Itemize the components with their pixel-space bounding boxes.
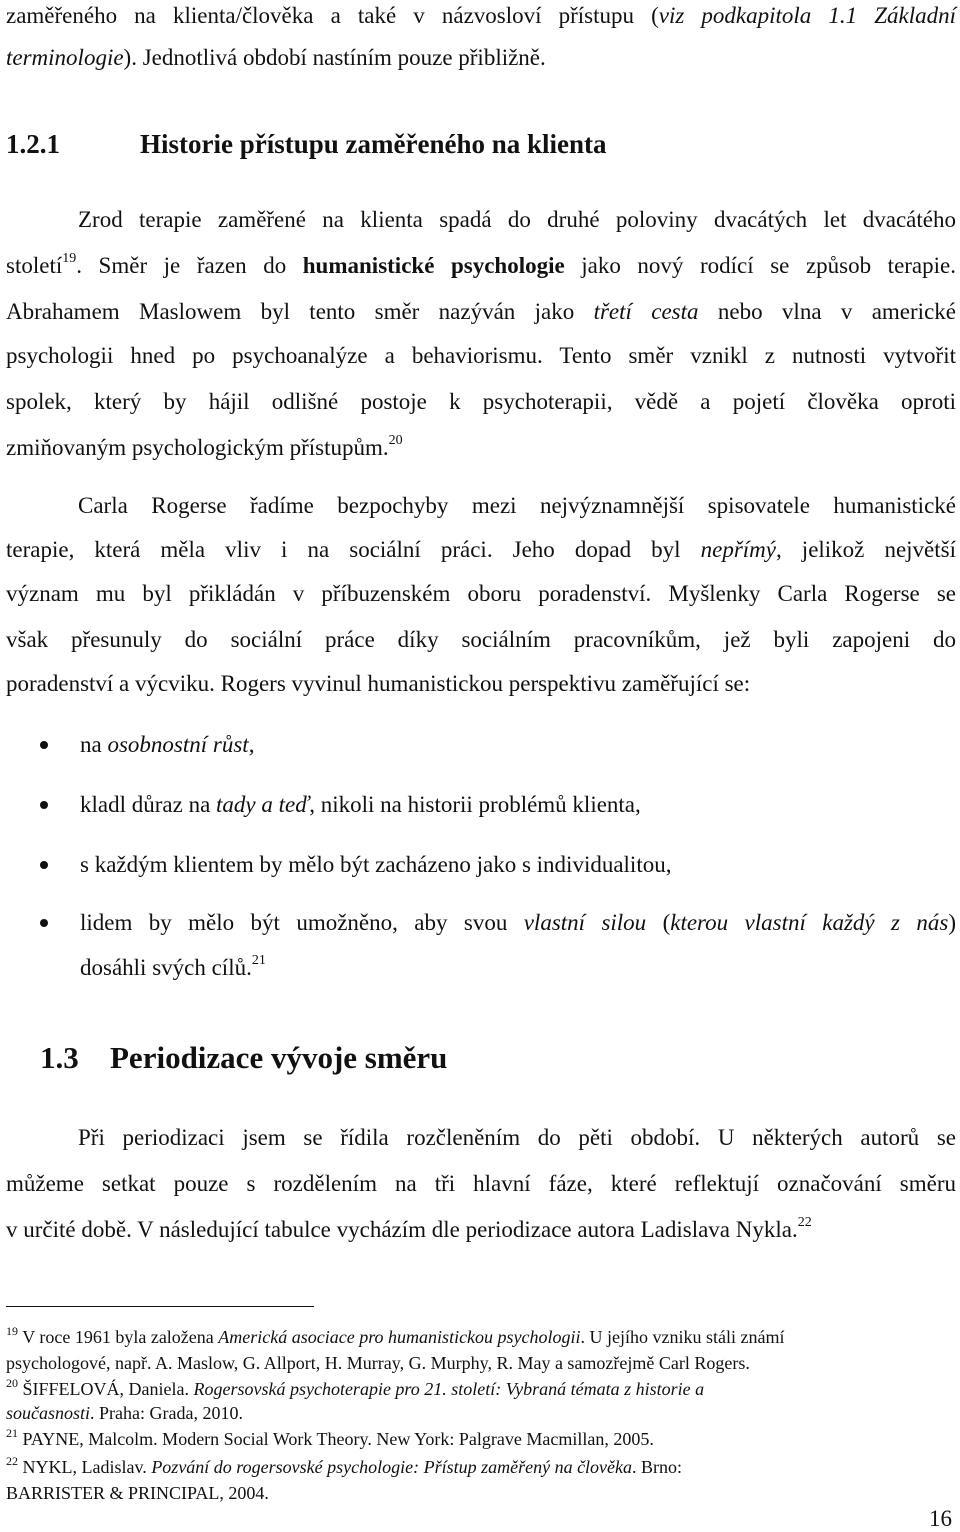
text-line: Při periodizaci jsem se řídila rozčleněním do pěti období. U některých autorů se [78, 1125, 956, 1150]
footnote: $^{22}$ NYKL, Ladislav. Pozvání do rogersovské psychologie: Přístup zaměřený na člověka. Brno: [6, 1454, 683, 1477]
bullet-icon [40, 801, 48, 809]
text-line: Zrod terapie zaměřené na klienta spadá do druhé poloviny dvacátých let dvacátého [78, 207, 956, 232]
footnote-ref[interactable]: 20 [388, 433, 403, 448]
text-line: psychologii hned po psychoanalýze a behaviorismu. Tento směr vznikl z nutnosti vytvořit [6, 343, 956, 368]
text-line: terapie, která měla vliv i na sociální práci. Jeho dopad byl nepřímý, jelikož největší [6, 537, 956, 562]
list-item: na osobnostní růst, [80, 732, 255, 757]
section-number: 1.3 [40, 1040, 79, 1075]
footnote-continuation: současnosti. Praha: Grada, 2010. [6, 1403, 243, 1423]
text-line: terminologie). Jednotlivá období nastíním pouze přibližně. [6, 45, 546, 70]
text-line: poradenství a výcviku. Rogers vyvinul humanistickou perspektivu zaměřující se: [6, 671, 751, 696]
footnote-ref[interactable]: 19 [62, 251, 77, 266]
text-line: význam mu byl přikládán v příbuzenském oboru poradenství. Myšlenky Carla Rogerse se [6, 581, 956, 606]
bullet-icon [40, 919, 48, 927]
footnote-continuation: BARRISTER & PRINCIPAL, 2004. [6, 1483, 269, 1503]
text-line: Carla Rogerse řadíme bezpochyby mezi nejvýznamnější spisovatele humanistické [78, 493, 956, 518]
list-item: kladl důraz na tady a teď, nikoli na historii problémů klienta, [80, 792, 641, 817]
list-item: s každým klientem by mělo být zacházeno jako s individualitou, [80, 852, 672, 877]
footnote: $^{19}$ V roce 1961 byla založena Americká asociace pro humanistickou psychologii. U jejího vzniku stáli známí [6, 1324, 785, 1347]
text-line: století$^{19}$. Směr je řazen do humanistické psychologie jako nový rodící se způsob terapie. [6, 251, 956, 278]
bullet-icon [40, 741, 48, 749]
footnote-ref[interactable]: 22 [797, 1215, 812, 1230]
text-line: můžeme setkat pouze s rozdělením na tři hlavní fáze, které reflektují označování směru [6, 1171, 956, 1196]
subsection-title: Historie přístupu zaměřeného na klienta [140, 129, 607, 159]
footnote-divider [6, 1306, 314, 1307]
text-line: spolek, který by hájil odlišné postoje k psychoterapii, vědě a pojetí člověka oproti [6, 389, 956, 414]
text-line: však přesunuly do sociální práce díky sociálním pracovníkům, jež byli zapojeni do [6, 627, 956, 652]
bullet-icon [40, 861, 48, 869]
list-item-continuation: dosáhli svých cílů.$^{21}$ [80, 953, 266, 980]
subsection-number: 1.2.1 [6, 129, 60, 159]
footnote-continuation: psychologové, např. A. Maslow, G. Allport, H. Murray, G. Murphy, R. May a samozřejmě Carl Rogers. [6, 1353, 750, 1373]
footnote: $^{20}$ ŠIFFELOVÁ, Daniela. Rogersovská psychoterapie pro 21. století: Vybraná témata z historie a [6, 1376, 705, 1399]
list-item: lidem by mělo být umožněno, aby svou vlastní silou (kterou vlastní každý z nás) [80, 910, 956, 935]
page-number: 16 [929, 1506, 952, 1531]
text-line: v určité době. V následující tabulce vycházím dle periodizace autora Ladislava Nykla.$^{22}$ [6, 1215, 812, 1242]
text-line: zmiňovaným psychologickým přístupům.$^{20}$ [6, 433, 403, 460]
text-line: Abrahamem Maslowem byl tento směr nazýván jako třetí cesta nebo vlna v americké [6, 299, 956, 324]
footnote: $^{21}$ PAYNE, Malcolm. Modern Social Work Theory. New York: Palgrave Macmillan, 2005. [6, 1426, 654, 1449]
section-title: Periodizace vývoje směru [110, 1040, 448, 1075]
text-line: zaměřeného na klienta/člověka a také v názvosloví přístupu (viz podkapitola 1.1 Základní [6, 3, 956, 28]
footnote-ref[interactable]: 21 [251, 953, 266, 968]
